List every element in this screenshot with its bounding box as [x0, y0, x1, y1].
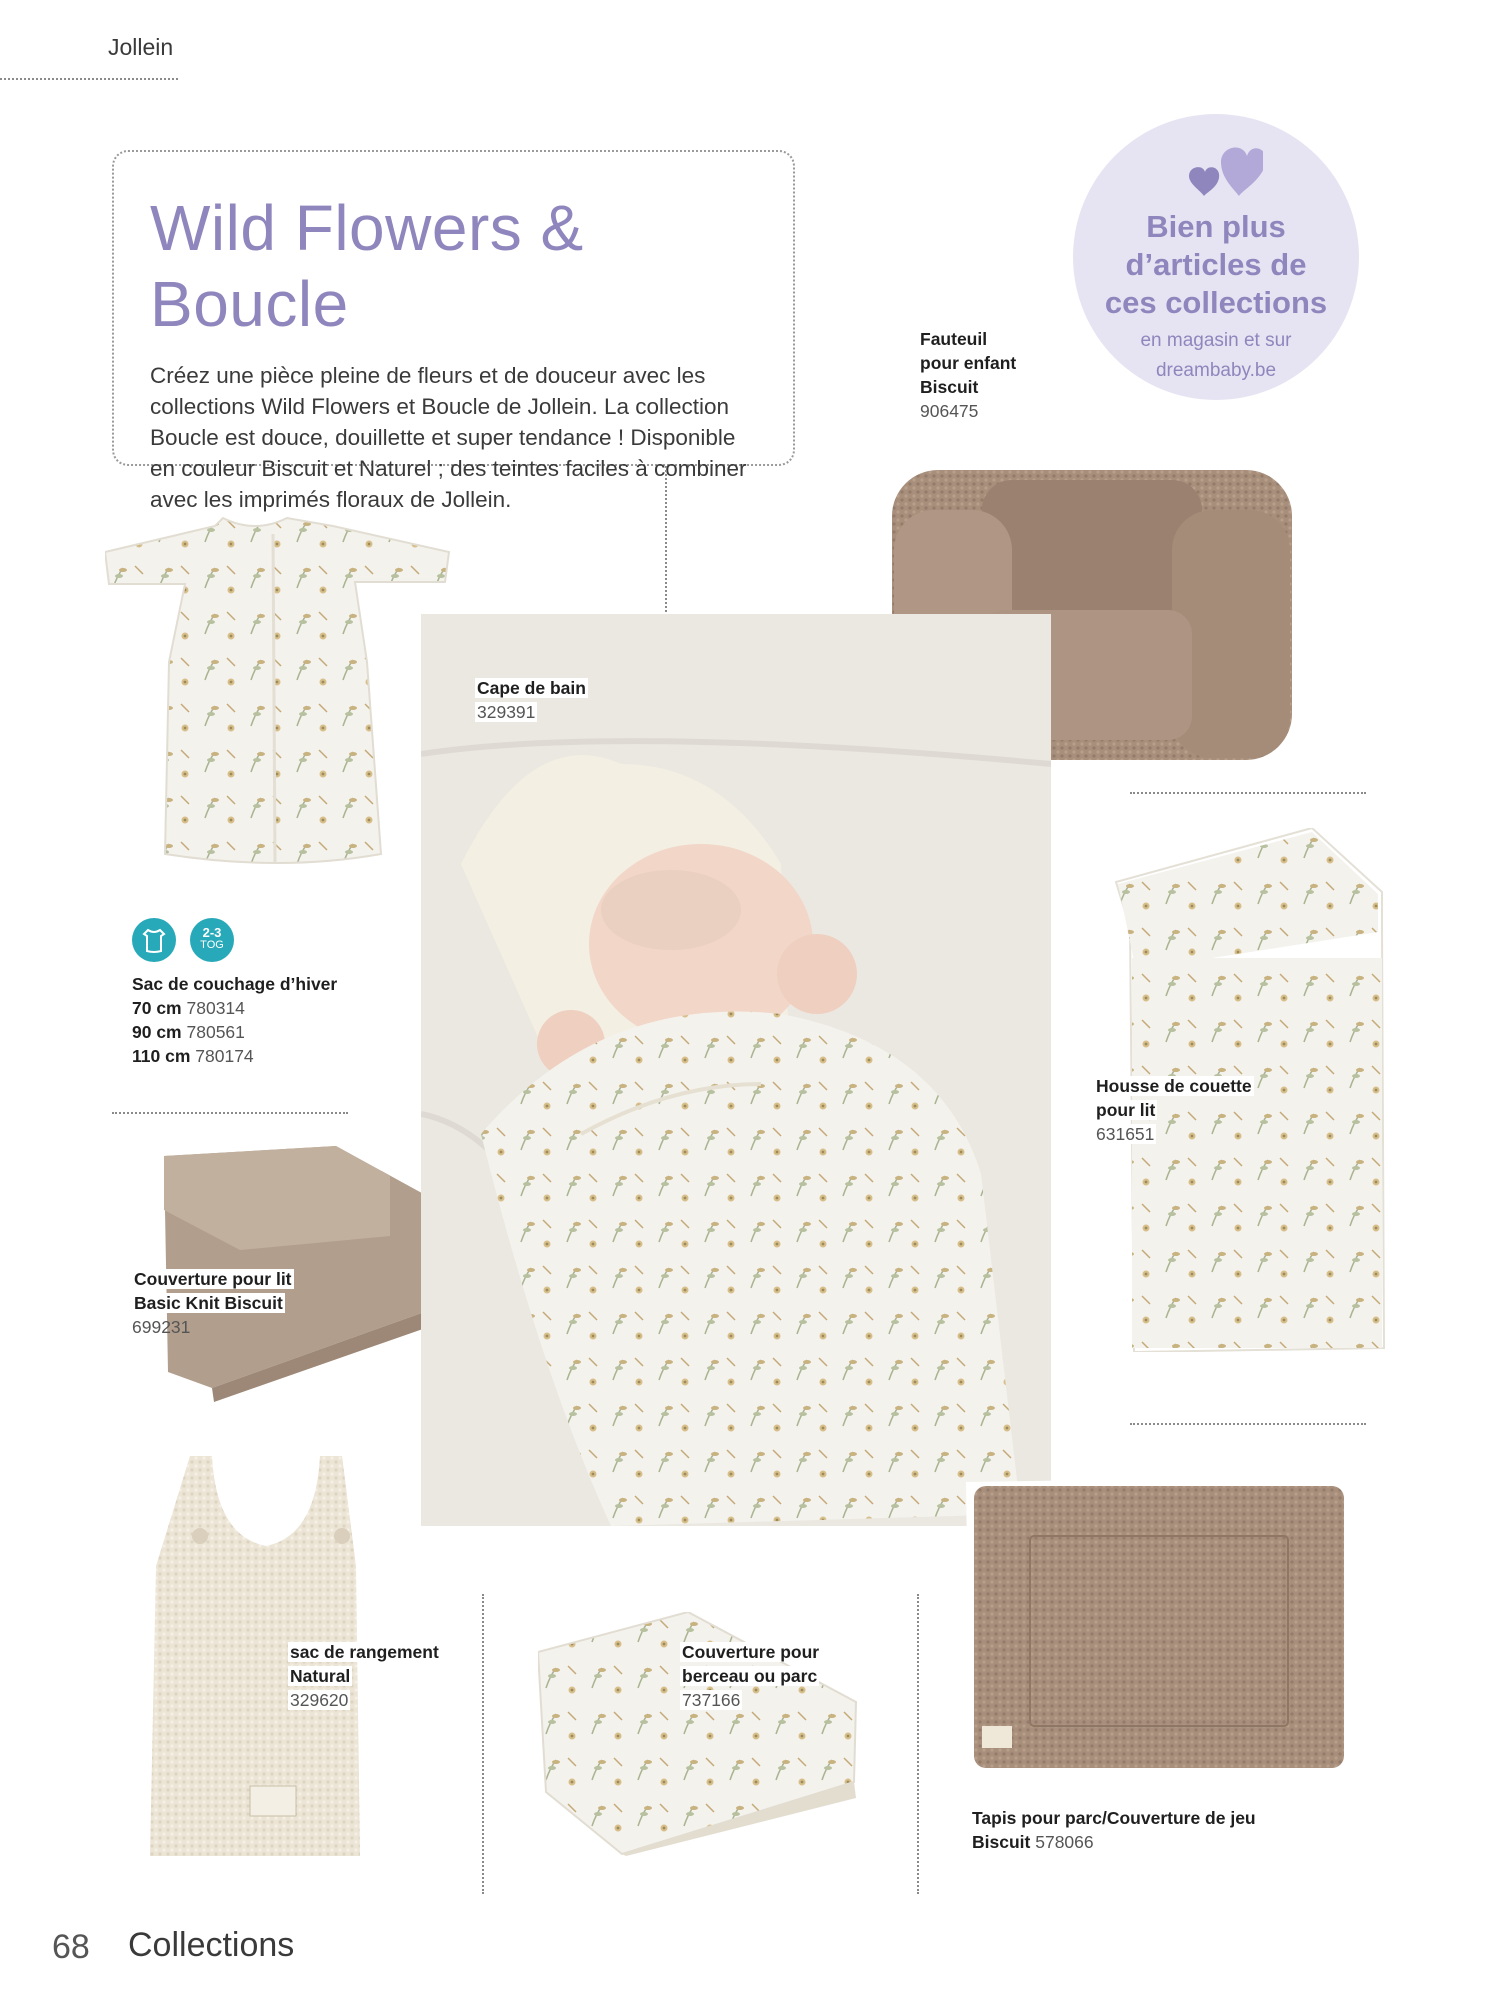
divider-vertical-left — [482, 1594, 484, 1894]
promo-line-4: en magasin et sur — [1140, 330, 1292, 351]
intro-text: Créez une pièce pleine de fleurs et de douceur avec les collections Wild Flowers et Boucle de Jollein. La collection Boucle est douce, douillette et super tendance ! Disponible en couleur Biscuit et Naturel ; des teintes faciles à combiner avec les imprimés floraux de Jollein. — [150, 363, 747, 512]
bath-cape-label — [475, 676, 588, 724]
header-divider — [0, 78, 178, 80]
duvet-name-1: Housse de couette — [1096, 1076, 1252, 1096]
playpen-mat-label — [972, 1806, 1256, 1854]
armchair-name-2: pour enfant — [920, 353, 1017, 373]
armchair-label — [920, 327, 1016, 423]
tog-unit: TOG — [200, 939, 224, 951]
storage-bag-name-2: Natural — [290, 1666, 351, 1686]
crib-blanket-name-2: berceau ou parc — [682, 1666, 818, 1686]
duvet-label — [1094, 1074, 1254, 1146]
bath-cape-code: 329391 — [477, 702, 536, 722]
size-2: 90 cm — [132, 1022, 182, 1042]
size-3-code: 780174 — [195, 1046, 254, 1066]
promo-line-3: ces collections — [1104, 285, 1328, 320]
blanket-name-2: Basic Knit Biscuit — [134, 1293, 283, 1313]
armchair-code: 906475 — [920, 401, 979, 421]
sleeping-bag-icon — [132, 918, 176, 962]
hearts-icon — [1173, 132, 1263, 212]
bath-cape-name: Cape de bain — [477, 678, 586, 698]
duvet-name-2: pour lit — [1096, 1100, 1156, 1120]
page-title: Wild Flowers & Boucle — [150, 192, 584, 340]
sleeping-bag-label — [132, 972, 337, 1068]
promo-website: dreambaby.be — [1155, 360, 1277, 381]
crib-blanket-name-1: Couverture pour — [682, 1642, 820, 1662]
playpen-mat-image — [966, 1476, 1352, 1776]
intro-card — [112, 150, 795, 512]
size-3: 110 cm — [132, 1046, 191, 1066]
sleeping-bag-image — [105, 512, 455, 882]
storage-bag-label — [288, 1640, 441, 1712]
playpen-mat-name-1: Tapis pour parc/Couverture de jeu — [972, 1808, 1256, 1828]
divider-left — [112, 1112, 348, 1114]
divider-right-top — [1130, 792, 1366, 794]
sleeping-bag-name: Sac de couchage d’hiver — [132, 974, 338, 994]
divider-right-bottom — [1130, 1423, 1366, 1425]
blanket-name-1: Couverture pour lit — [134, 1269, 292, 1289]
playpen-mat-code: 578066 — [1035, 1832, 1094, 1852]
promo-line-2: d’articles de — [1125, 247, 1307, 282]
blanket-label — [132, 1267, 294, 1339]
crib-blanket-label — [680, 1640, 821, 1712]
storage-bag-code: 329620 — [290, 1690, 349, 1710]
section-title: Collections — [128, 1926, 295, 1964]
playpen-mat-name-2: Biscuit — [972, 1832, 1031, 1852]
brand-name: Jollein — [108, 34, 174, 60]
promo-line-1: Bien plus — [1146, 209, 1286, 244]
storage-bag-name-1: sac de rangement — [290, 1642, 439, 1662]
armchair-name-3: Biscuit — [920, 377, 979, 397]
tog-value: 2-3 — [202, 925, 222, 940]
promo-circle — [1073, 114, 1359, 400]
armchair-name-1: Fauteuil — [920, 329, 988, 349]
bath-cape-photo — [421, 614, 1051, 1526]
blanket-code: 699231 — [132, 1317, 191, 1337]
tog-rating-badge — [190, 918, 234, 962]
crib-blanket-code: 737166 — [682, 1690, 741, 1710]
page-number: 68 — [52, 1928, 90, 1966]
divider-vertical-right — [917, 1594, 919, 1894]
size-2-code: 780561 — [186, 1022, 245, 1042]
duvet-code: 631651 — [1096, 1124, 1155, 1144]
size-1-code: 780314 — [186, 998, 245, 1018]
size-1: 70 cm — [132, 998, 182, 1018]
